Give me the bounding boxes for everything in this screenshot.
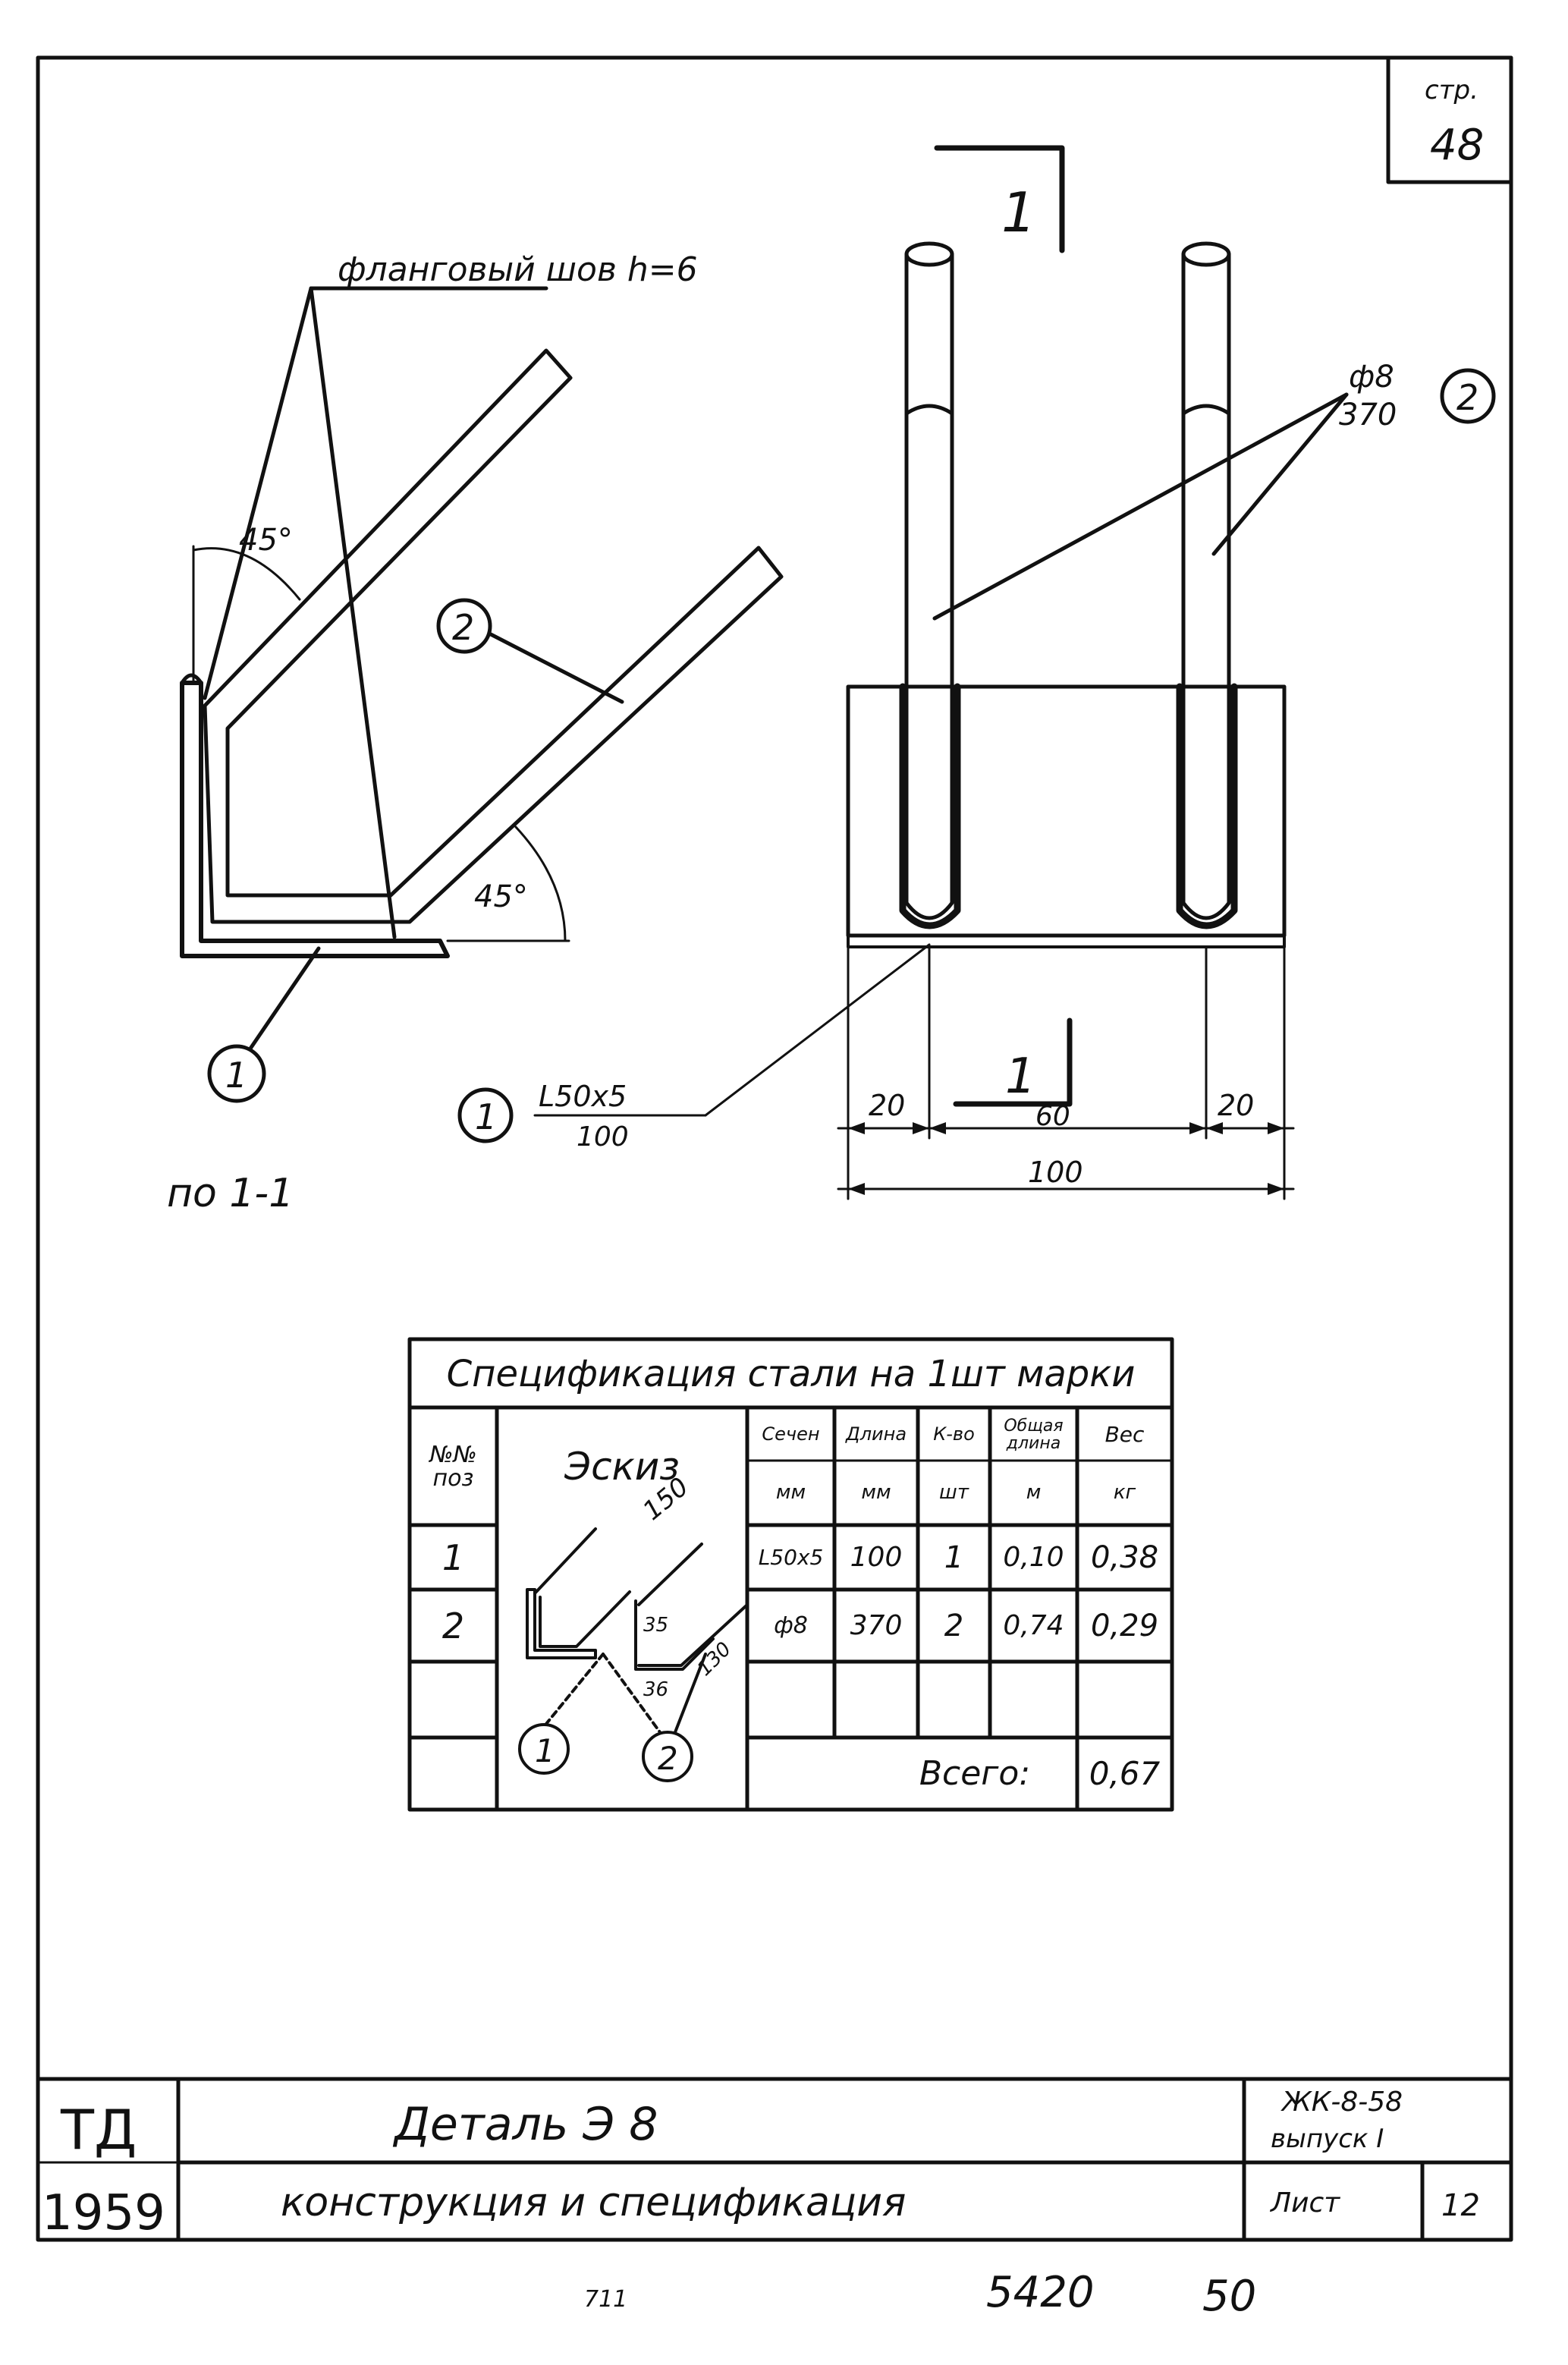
spec-row-1-pos: 1 xyxy=(441,1536,465,1578)
sketch-pos-1: 1 xyxy=(535,1732,555,1769)
title-issue: выпуск I xyxy=(1271,2124,1384,2154)
bar-leader-right xyxy=(1214,395,1346,554)
spec-row-1-weight: 0,38 xyxy=(1090,1540,1159,1575)
spec-row-1-qty: 1 xyxy=(944,1540,964,1575)
title-code: ЖК-8-58 xyxy=(1282,2087,1403,2118)
page-number: 48 xyxy=(1430,121,1485,170)
bar-leader-left xyxy=(935,395,1346,618)
title-org: ТД xyxy=(61,2098,137,2162)
pos-2-number: 2 xyxy=(452,607,475,648)
weld-leader-right xyxy=(311,288,394,937)
bar-left xyxy=(903,244,957,926)
bar-right xyxy=(1180,244,1234,926)
spec-header-qty-unit: шт xyxy=(939,1481,969,1505)
spec-row-2-section: ф8 xyxy=(774,1612,808,1640)
sheet-frame xyxy=(38,58,1511,2240)
spec-row-2-weight: 0,29 xyxy=(1090,1609,1159,1643)
angle-label-bottom: 45° xyxy=(474,879,528,914)
spec-row-1-total-len: 0,10 xyxy=(1003,1542,1064,1574)
bar-label-top: ф8 xyxy=(1349,360,1394,395)
title-main: Деталь Э 8 xyxy=(394,2098,658,2151)
spec-header-sketch: Эскиз xyxy=(564,1444,680,1489)
dim-60: 60 xyxy=(1035,1101,1070,1132)
spec-header-length: Длина xyxy=(845,1423,907,1445)
angle-label-top: 45° xyxy=(239,523,293,558)
spec-row-1-length: 100 xyxy=(850,1542,903,1574)
spec-title: Спецификация стали на 1шт марки xyxy=(446,1352,1136,1395)
spec-total-value: 0,67 xyxy=(1089,1754,1161,1792)
spec-header-qty: К-во xyxy=(933,1423,975,1445)
spec-header-total-len: Общая длина xyxy=(1004,1416,1064,1453)
sketch-dim-150: 150 xyxy=(637,1471,695,1527)
spec-header-section-unit: мм xyxy=(775,1481,806,1505)
section-mark-bottom-label: 1 xyxy=(1005,1049,1036,1105)
spec-header-weight: Вес xyxy=(1105,1422,1145,1448)
sketch-dim-36: 36 xyxy=(643,1678,669,1701)
angle-profile xyxy=(182,675,448,956)
spec-header-pos: №№ поз xyxy=(429,1441,477,1492)
spec-total-label: Всего: xyxy=(919,1753,1031,1793)
footer-number-3: 50 xyxy=(1202,2272,1257,2321)
bar-label-bottom: 370 xyxy=(1339,398,1397,432)
spec-row-1-section: L50x5 xyxy=(758,1545,824,1571)
pos-2-leader xyxy=(489,634,622,702)
spec-header-weight-unit: кг xyxy=(1113,1481,1136,1505)
page-label: стр. xyxy=(1425,75,1478,105)
spec-row-2-total-len: 0,74 xyxy=(1003,1610,1064,1642)
dim-100: 100 xyxy=(1028,1156,1083,1189)
title-year: 1959 xyxy=(42,2185,165,2241)
spec-row-2-qty: 2 xyxy=(944,1609,964,1643)
spec-header-length-unit: мм xyxy=(861,1481,891,1505)
section-mark-top xyxy=(937,148,1062,250)
bar-pos-number: 2 xyxy=(1456,377,1479,418)
angle-label-top-text: L50x5 xyxy=(539,1080,627,1113)
sketch-dim-130: 130 xyxy=(693,1637,737,1681)
weld-label: фланговый шов h=6 xyxy=(338,250,698,289)
sketch-pos-2: 2 xyxy=(658,1740,678,1777)
spec-header-total-len-unit: м xyxy=(1026,1481,1042,1505)
front-plate xyxy=(848,687,1284,947)
sketch-dim-35: 35 xyxy=(643,1614,669,1637)
spec-row-2-pos: 2 xyxy=(441,1605,465,1646)
title-subtitle: конструкция и спецификация xyxy=(281,2180,907,2225)
section-caption: по 1-1 xyxy=(167,1171,294,1216)
title-sheet-label: Лист xyxy=(1271,2187,1340,2219)
footer-number-2: 5420 xyxy=(986,2268,1095,2317)
weld-leader-left xyxy=(205,288,311,698)
spec-row-2-length: 370 xyxy=(850,1610,903,1642)
angle-label-bottom-text: 100 xyxy=(577,1121,629,1153)
title-sheet-number: 12 xyxy=(1441,2188,1480,2223)
angle-pos-number: 1 xyxy=(475,1096,498,1137)
section-mark-top-label: 1 xyxy=(1001,181,1036,244)
pos-1-leader xyxy=(250,948,319,1049)
footer-number-1: 711 xyxy=(584,2286,628,2313)
dim-20-right: 20 xyxy=(1218,1089,1255,1122)
spec-header-section: Сечен xyxy=(762,1423,820,1445)
pos-1-number: 1 xyxy=(225,1055,248,1096)
dim-20-left: 20 xyxy=(869,1089,906,1122)
